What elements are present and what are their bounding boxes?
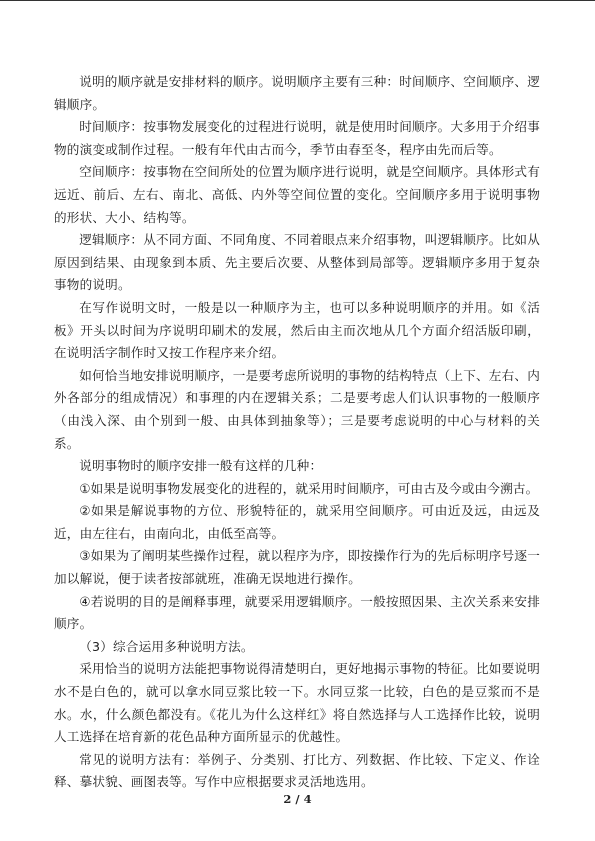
paragraph: 如何恰当地安排说明顺序，一是要考虑所说明的事物的结构特点（上下、左右、内外各部分的组成情况）和事理的内在逻辑关系；二是要考虑人们认识事物的一般顺序（由浅入深、由个别到一般、由具体到抽象等）；三是要考虑说明的中心与材料的关系。 <box>54 367 540 451</box>
paragraph: 空间顺序：按事物在空间所处的位置为顺序进行说明，就是空间顺序。具体形式有远近、前后、左右、南北、高低、内外等空间位置的变化。空间顺序多用于说明事物的形状、大小、结构等。 <box>54 164 540 225</box>
paragraph: 在写作说明文时，一般是以一种顺序为主，也可以多种说明顺序的并用。如《活板》开头以时间为序说明印刷术的发展，然后由主而次地从几个方面介绍活版印刷，在说明活字制作时又按工作程序来介绍。 <box>54 299 540 361</box>
list-item: ③如果为了阐明某些操作过程，就以程序为序，即按操作行为的先后标明序号逐一加以解说，便于读者按部就班，准确无误地进行操作。 <box>54 548 540 587</box>
header-rule <box>0 0 595 1</box>
list-item: ②如果是解说事物的方位、形貌特征的，就采用空间顺序。可由近及远，由远及近，由左往右，由南向北，由低至高等。 <box>54 503 540 541</box>
paragraph: 说明事物时的顺序安排一般有这样的几种： <box>79 458 323 474</box>
list-item: ①如果是说明事物发展变化的进程的，就采用时间顺序，可由古及今或由今溯古。 <box>79 480 539 496</box>
paragraph: 说明的顺序就是安排材料的顺序。说明顺序主要有三种：时间顺序、空间顺序、逻辑顺序。 <box>54 74 540 112</box>
document-body <box>54 71 540 794</box>
list-item: ④若说明的目的是阐释事理，就要采用逻辑顺序。一般按照因果、主次关系来安排顺序。 <box>54 593 540 632</box>
section-heading: （3）综合运用多种说明方法。 <box>79 638 254 654</box>
paragraph: 逻辑顺序：从不同方面、不同角度、不同着眼点来介绍事物，叫逻辑顺序。比如从原因到结果、由现象到本质、先主要后次要、从整体到局部等。逻辑顺序多用于复杂事物的说明。 <box>54 232 540 293</box>
paragraph: 采用恰当的说明方法能把事物说得清楚明白，更好地揭示事物的特征。比如要说明水不是白色的，就可以拿水同豆浆比较一下。水同豆浆一比较，白色的是豆浆而不是水。水，什么颜色都没有。《花儿为什么这样红》将自然选择与人工选择作比较，说明人工选择在培育新的花色品种方面所显示的优越性。 <box>54 661 540 745</box>
paragraph: 常见的说明方法有：举例子、分类别、打比方、列数据、作比较、下定义、作诠释、摹状貌、画图表等。写作中应根据要求灵活地选用。 <box>54 751 540 790</box>
page-number: 2 / 4 <box>283 792 312 806</box>
paragraph: 时间顺序：按事物发展变化的过程进行说明，就是使用时间顺序。大多用于介绍事物的演变或制作过程。一般有年代由古而今，季节由春至冬，程序由先而后等。 <box>54 119 540 157</box>
